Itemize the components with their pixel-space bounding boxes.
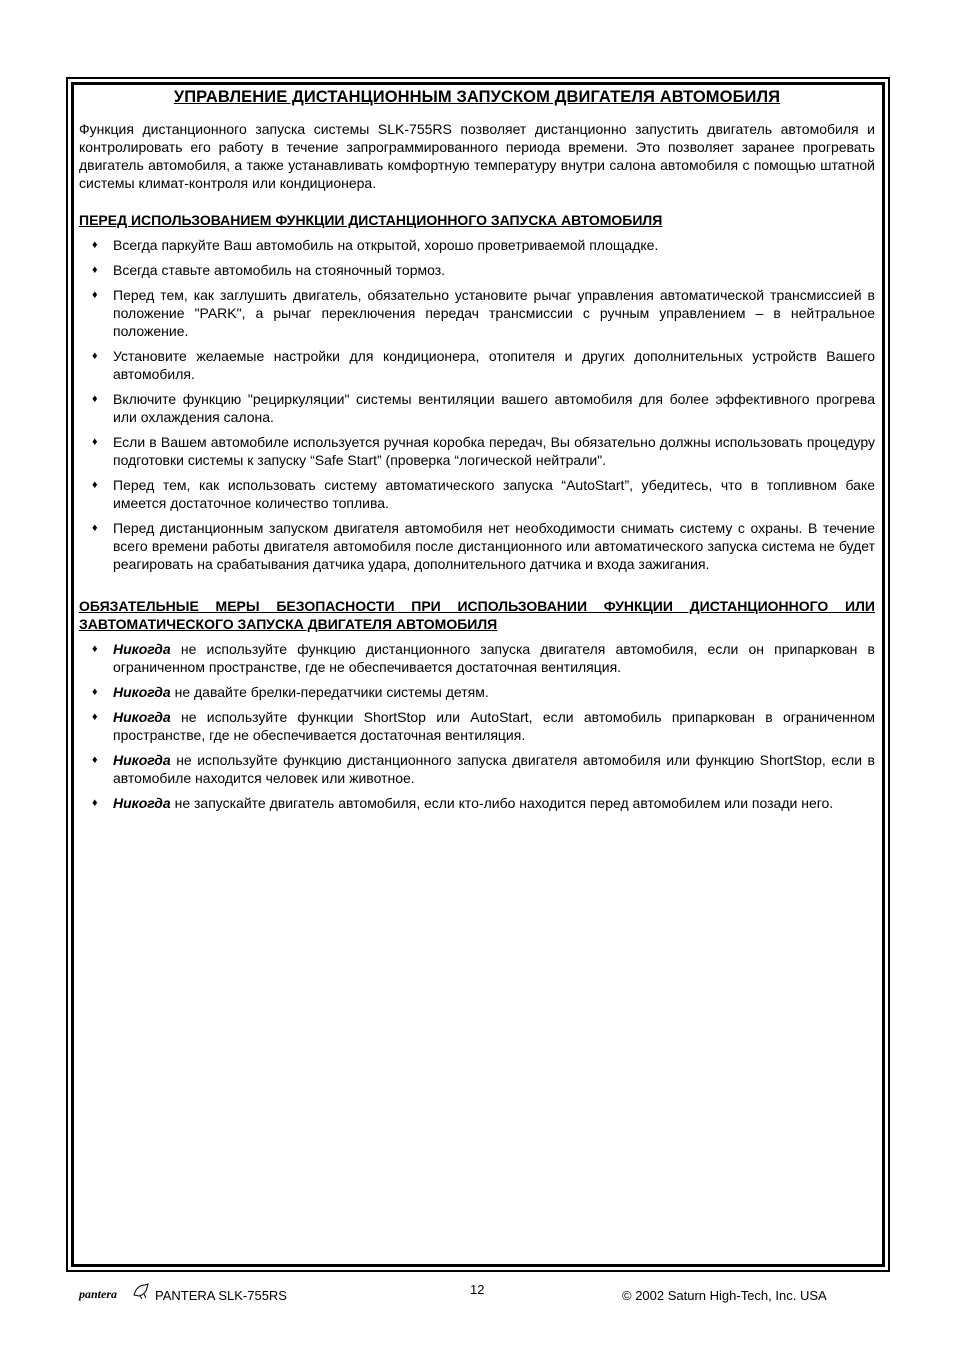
diamond-bullet-icon: ♦ [92,264,98,276]
diamond-bullet-icon: ♦ [92,239,98,251]
before-use-list [79,236,875,573]
list-item-text: Всегда паркуйте Ваш автомобиль на открытой, хорошо проветриваемой площадке. [113,237,659,253]
page-number: 12 [470,1282,485,1297]
list-item [79,683,875,701]
list-item [79,794,875,812]
list-item [79,261,875,279]
page-content [79,87,875,819]
list-item [79,286,875,340]
diamond-bullet-icon: ♦ [92,479,98,491]
list-item [79,640,875,676]
never-emphasis: Никогда [113,641,171,657]
list-item-text: Перед тем, как использовать систему автоматического запуска “AutoStart”, убедитесь, что в топливном баке имеется достаточное количество топлива. [113,477,875,511]
footer-model-name: PANTERA SLK-755RS [155,1288,287,1303]
list-item-text: Перед дистанционным запуском двигателя автомобиля нет необходимости снимать систему с охраны. В течение всего времени работы двигателя автомобиля после дистанционного или автоматического запуска система не будет реагировать на срабатывания датчика удара, дополнительного датчика и входа зажигания. [113,520,875,572]
diamond-bullet-icon: ♦ [92,797,98,809]
list-item [79,236,875,254]
safety-list [79,640,875,812]
diamond-bullet-icon: ♦ [92,711,98,723]
diamond-bullet-icon: ♦ [92,522,98,534]
page-footer [0,1282,954,1312]
diamond-bullet-icon: ♦ [92,393,98,405]
list-item-text: не используйте функцию дистанционного запуска двигателя автомобиля, если он припаркован в ограниченном пространстве, где не обеспечивается достаточная вентиляция. [113,641,875,675]
diamond-bullet-icon: ♦ [92,350,98,362]
list-item-text: Всегда ставьте автомобиль на стояночный тормоз. [113,262,446,278]
never-emphasis: Никогда [113,795,171,811]
section-title-safety-measures: ОБЯЗАТЕЛЬНЫЕ МЕРЫ БЕЗОПАСНОСТИ ПРИ ИСПОЛЬЗОВАНИИ ФУНКЦИИ ДИСТАНЦИОННОГО ИЛИ ЗАВТОМАТИЧЕСКОГО ЗАПУСКА ДВИГАТЕЛЯ АВТОМОБИЛЯ [79,598,875,632]
never-emphasis: Никогда [113,752,171,768]
list-item-text: не используйте функцию дистанционного запуска двигателя автомобиля или функцию ShortStop, если в автомобиле находится человек или животное. [113,752,875,786]
diamond-bullet-icon: ♦ [92,754,98,766]
list-item-text: не используйте функции ShortStop или AutoStart, если автомобиль припаркован в ограниченном пространстве, где не обеспечивается достаточная вентиляция. [113,709,875,743]
list-item-text: Перед тем, как заглушить двигатель, обязательно установите рычаг управления автоматической трансмиссией в положение "PARK", а рычаг переключения передач трансмиссии с ручным управлением – в нейтральное положение. [113,287,875,339]
list-item [79,476,875,512]
list-item [79,433,875,469]
list-item-text: не запускайте двигатель автомобиля, если кто-либо находится перед автомобилем или позади него. [170,795,834,811]
footer-copyright: © 2002 Saturn High-Tech, Inc. USA [622,1288,827,1303]
diamond-bullet-icon: ♦ [92,643,98,655]
list-item [79,519,875,573]
intro-paragraph: Функция дистанционного запуска системы SLK-755RS позволяет дистанционно запустить двигатель автомобиля и контролировать его работу в течение запрограммированного периода времени. Это позволяет заранее прогревать двигатель автомобиля, а также устанавливать комфортную температуру внутри салона автомобиля с помощью штатной системы климат-контроля или кондиционера. [79,121,875,191]
list-item-text: Установите желаемые настройки для кондиционера, отопителя и других дополнительных устройств Вашего автомобиля. [113,348,875,382]
list-item [79,751,875,787]
list-item [79,390,875,426]
section-title-before-use: ПЕРЕД ИСПОЛЬЗОВАНИЕМ ФУНКЦИИ ДИСТАНЦИОННОГО ЗАПУСКА АВТОМОБИЛЯ [79,212,663,228]
diamond-bullet-icon: ♦ [92,686,98,698]
diamond-bullet-icon: ♦ [92,436,98,448]
diamond-bullet-icon: ♦ [92,289,98,301]
list-item [79,708,875,744]
list-item-text: не давайте брелки-передатчики системы детям. [170,684,489,700]
panther-logo-icon [131,1282,151,1300]
main-title: УПРАВЛЕНИЕ ДИСТАНЦИОННЫМ ЗАПУСКОМ ДВИГАТЕЛЯ АВТОМОБИЛЯ [173,88,781,106]
never-emphasis: Никогда [113,684,171,700]
never-emphasis: Никогда [113,709,171,725]
list-item [79,347,875,383]
list-item-text: Если в Вашем автомобиле используется ручная коробка передач, Вы обязательно должны использовать процедуру подготовки системы к запуску “Safe Start” (проверка “логической нейтрали". [113,434,875,468]
list-item-text: Включите функцию "рециркуляции" системы вентиляции вашего автомобиля для более эффективного прогрева или охлаждения салона. [113,391,875,425]
pantera-logo: pantera [79,1287,118,1301]
